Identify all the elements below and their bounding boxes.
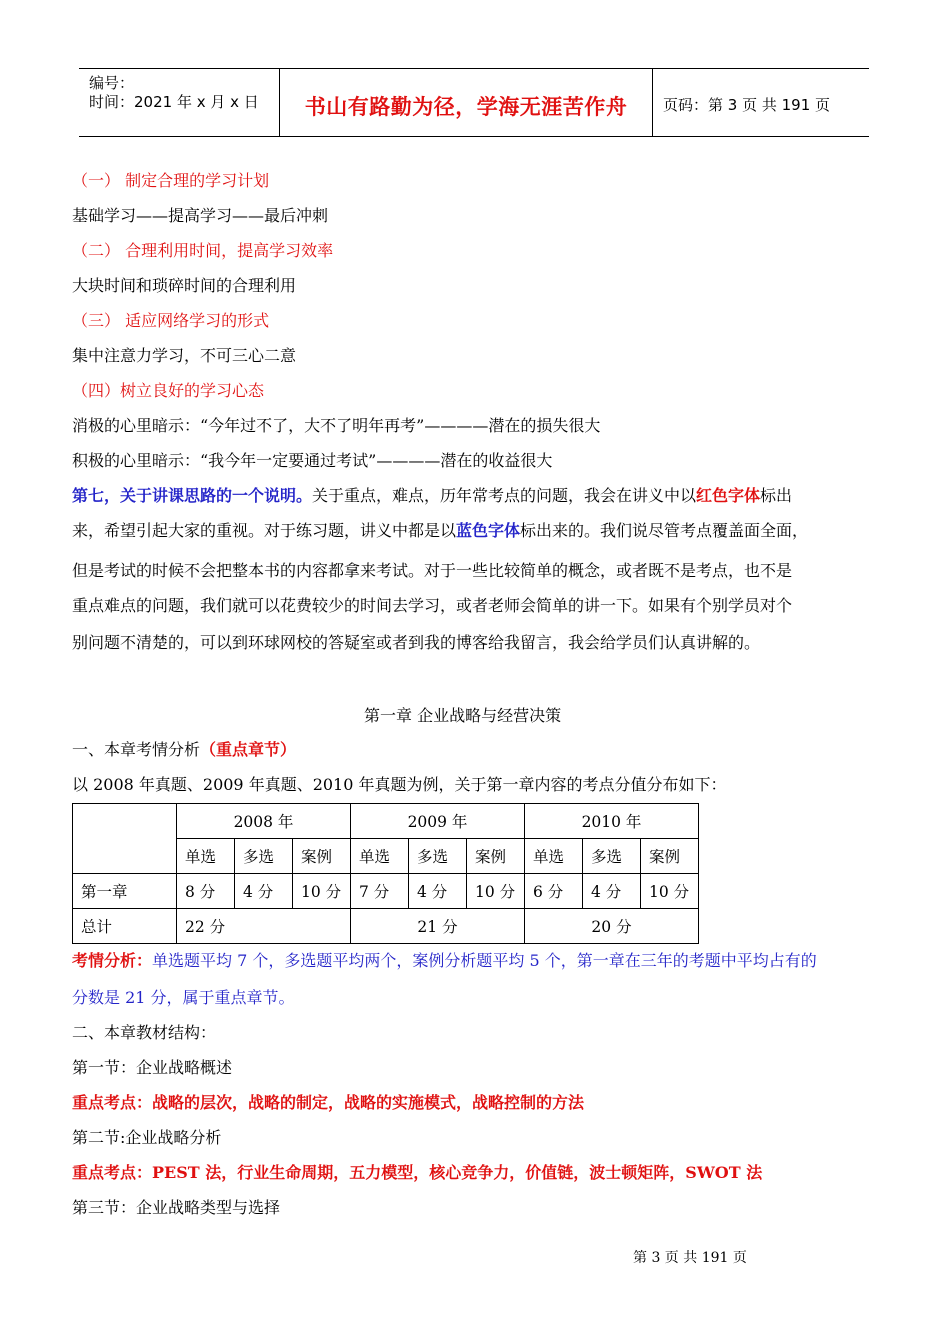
- score-table: [72, 803, 699, 944]
- header-right-cell: [653, 69, 869, 136]
- score-cell: 4 分: [409, 874, 467, 909]
- question-type-cell: 单选: [177, 839, 235, 874]
- score-cell: 10 分: [293, 874, 351, 909]
- year-header: 2008 年: [177, 804, 351, 839]
- para7-line-3: 但是考试的时候不会把整本书的内容都拿来考试。对于一些比较简单的概念，或者既不是考点，也不是: [72, 561, 793, 580]
- year-header: 2010 年: [525, 804, 699, 839]
- analysis-line-2: 分数是 21 分，属于重点章节。: [72, 988, 295, 1007]
- section-heading-1: （一） 制定合理的学习计划: [72, 171, 270, 190]
- analysis-line-1: [72, 951, 817, 971]
- question-type-cell: 多选: [409, 839, 467, 874]
- section-body-2: 大块时间和琐碎时间的合理利用: [72, 276, 297, 295]
- key-points-2: 重点考点：PEST 法，行业生命周期，五力模型，核心竞争力，价值链，波士顿矩阵，SWOT 法: [72, 1163, 763, 1182]
- section-heading-4: （四）树立良好的学习心态: [72, 381, 265, 400]
- question-type-cell: 多选: [235, 839, 293, 874]
- header-page-info: 页码：第 3 页 共 191 页: [663, 96, 831, 114]
- analysis-text-1: 单选题平均 7 个，多选题平均两个，案例分析题平均 5 个，第一章在三年的考题中平均占有的: [152, 951, 817, 970]
- row-label-cell: 第一章: [73, 874, 177, 909]
- row-label-cell: 总计: [73, 909, 177, 944]
- year-header: 2009 年: [351, 804, 525, 839]
- red-font-label: 红色字体: [696, 486, 761, 505]
- para7-line-4: 重点难点的问题，我们就可以花费较少的时间去学习，或者老师会简单的讲一下。如果有个别学员对个: [72, 596, 793, 615]
- table-corner-cell: [73, 804, 177, 874]
- para7-text-2: 标出: [760, 486, 793, 505]
- table-row: [73, 909, 699, 944]
- key-chapter-tag: （重点章节）: [200, 740, 297, 759]
- question-type-cell: 案例: [293, 839, 351, 874]
- blue-font-label: 蓝色字体: [456, 521, 521, 540]
- score-cell: 10 分: [641, 874, 699, 909]
- header-date: 时间：2021 年 x 月 x 日: [89, 93, 259, 111]
- page-header: [79, 68, 869, 137]
- score-cell: 8 分: [177, 874, 235, 909]
- positive-hint: 积极的心里暗示：“我今年一定要通过考试”————潜在的收益很大: [72, 451, 553, 470]
- total-cell: 22 分: [177, 909, 351, 944]
- total-cell: 20 分: [525, 909, 699, 944]
- section-body-1: 基础学习——提高学习——最后冲刺: [72, 206, 329, 225]
- section-1-title: 第一节：企业战略概述: [72, 1058, 233, 1077]
- exam-analysis-heading: [72, 740, 296, 760]
- score-cell: 4 分: [235, 874, 293, 909]
- structure-heading: 二、本章教材结构：: [72, 1023, 217, 1042]
- para7-text-1: 关于重点，难点，历年常考点的问题，我会在讲义中以: [312, 486, 697, 505]
- exam-analysis-title: 一、本章考情分析: [72, 740, 201, 759]
- para7-text-3: 来，希望引起大家的重视。对于练习题，讲义中都是以: [72, 521, 457, 540]
- header-motto: 书山有路勤为径，学海无涯苦作舟: [304, 94, 628, 119]
- analysis-label: 考情分析：: [72, 951, 153, 970]
- negative-hint: 消极的心里暗示：“今年过不了，大不了明年再考”————潜在的损失很大: [72, 416, 601, 435]
- score-cell: 7 分: [351, 874, 409, 909]
- table-row: [73, 874, 699, 909]
- table-row: [73, 804, 699, 839]
- section-body-3: 集中注意力学习，不可三心二意: [72, 346, 297, 365]
- section-heading-2: （二） 合理利用时间，提高学习效率: [72, 241, 334, 260]
- chapter-title: 第一章 企业战略与经营决策: [364, 706, 562, 725]
- score-cell: 10 分: [467, 874, 525, 909]
- para7-line-1: [72, 486, 792, 506]
- header-code-label: 编号：: [89, 74, 135, 92]
- question-type-cell: 案例: [467, 839, 525, 874]
- section-3-title: 第三节：企业战略类型与选择: [72, 1198, 281, 1217]
- para7-line-5: 别问题不清楚的，可以到环球网校的答疑室或者到我的博客给我留言，我会给学员们认真讲解的。: [72, 633, 761, 652]
- page-footer: 第 3 页 共 191 页: [633, 1250, 747, 1266]
- total-cell: 21 分: [351, 909, 525, 944]
- score-cell: 4 分: [583, 874, 641, 909]
- para7-lead: 第七，关于讲课思路的一个说明。: [72, 486, 313, 505]
- question-type-cell: 多选: [583, 839, 641, 874]
- question-type-cell: 单选: [351, 839, 409, 874]
- header-center-cell: [280, 69, 653, 136]
- key-points-1: 重点考点：战略的层次，战略的制定，战略的实施模式，战略控制的方法: [72, 1093, 585, 1112]
- question-type-cell: 单选: [525, 839, 583, 874]
- para7-text-4: 标出来的。我们说尽管考点覆盖面全面，: [520, 521, 809, 540]
- para7-line-2: [72, 521, 808, 541]
- question-type-cell: 案例: [641, 839, 699, 874]
- score-cell: 6 分: [525, 874, 583, 909]
- section-heading-3: （三） 适应网络学习的形式: [72, 311, 270, 330]
- section-2-title: 第二节:企业战略分析: [72, 1128, 222, 1147]
- header-left-cell: [79, 69, 280, 136]
- table-intro: 以 2008 年真题、2009 年真题、2010 年真题为例，关于第一章内容的考点分值分布如下：: [72, 775, 727, 794]
